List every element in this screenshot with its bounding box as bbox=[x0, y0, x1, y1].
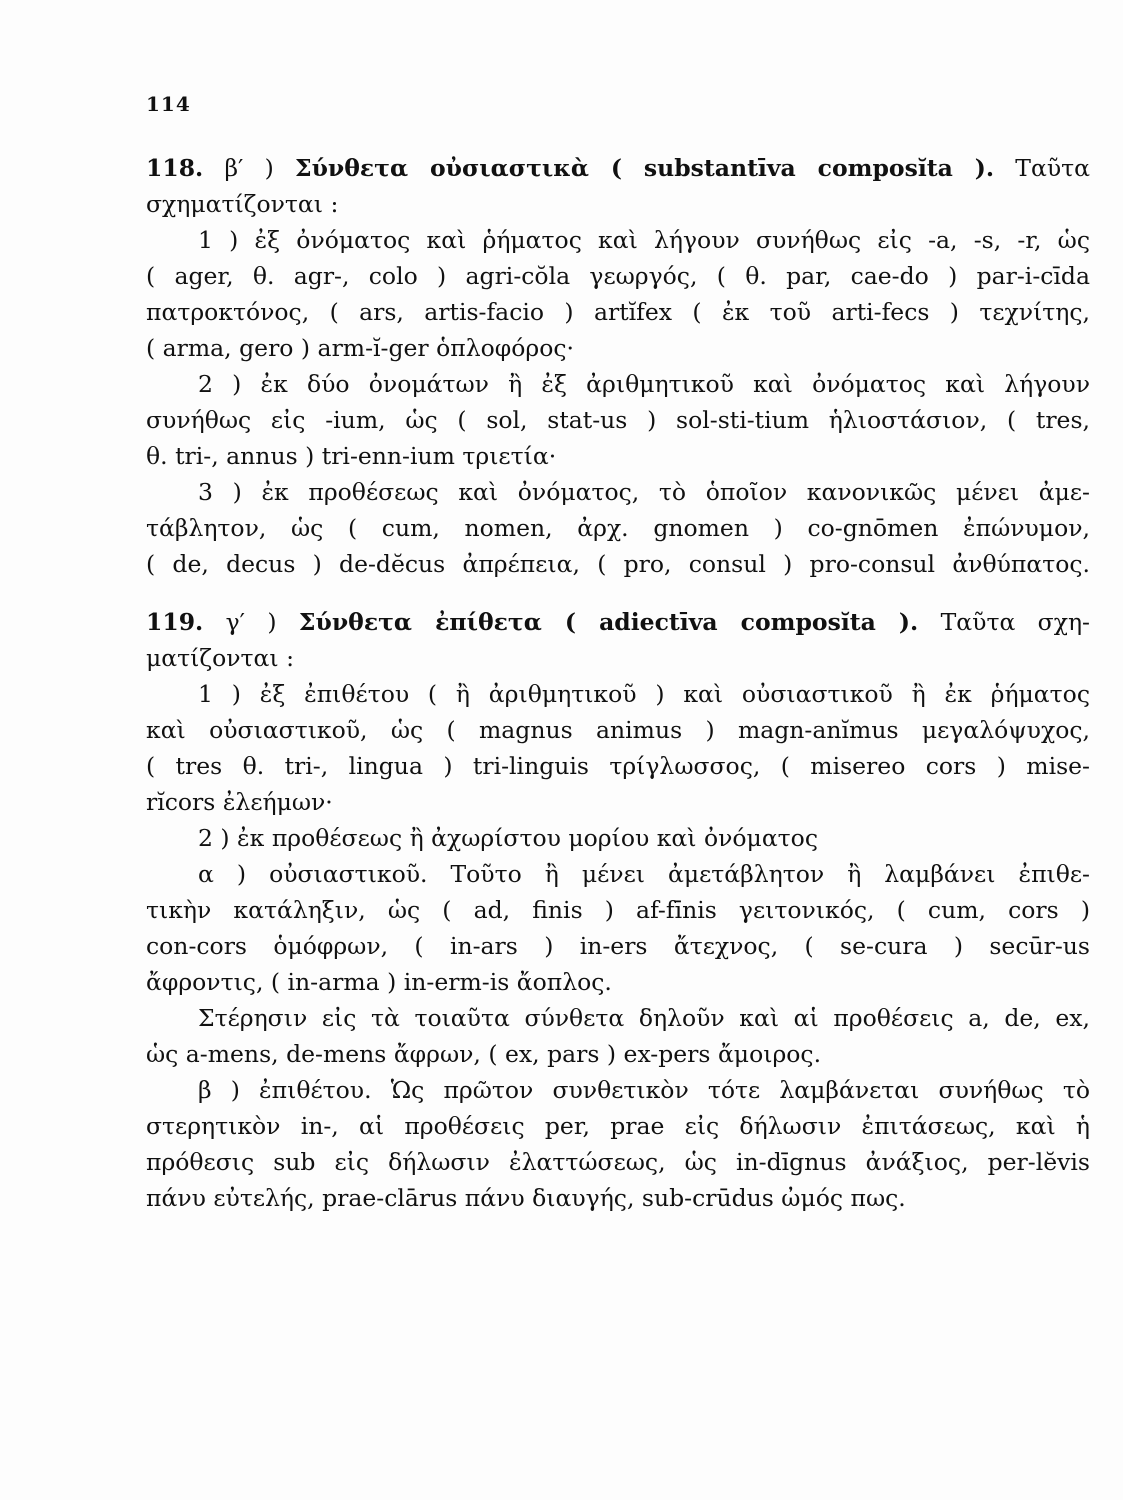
section-letter: γ′ ) bbox=[225, 608, 277, 636]
text-line: καὶ οὐσιαστικοῦ, ὡς ( magnus animus ) magn-anĭmus μεγαλόψυχος, bbox=[146, 716, 1090, 744]
text-line: ὡς a-mens, de-mens ἄφρων, ( ex, pars ) ex-pers ἄμοιρος. bbox=[146, 1040, 822, 1068]
text-line: Ταῦτα bbox=[1015, 154, 1090, 182]
section-119-heading-line bbox=[146, 604, 1090, 640]
text-line: στερητικὸν in-, αἱ προθέσεις per, prae εἰς δήλωσιν ἐπιτάσεως, καὶ ἡ bbox=[146, 1112, 1090, 1140]
text-line: con-cors ὁμόφρων, ( in-ars ) in-ers ἄτεχνος, ( se-cura ) secūr-us bbox=[146, 932, 1090, 960]
section-heading: Σύνθετα οὐσιαστικὰ ( substantīva composĭta ). bbox=[295, 154, 995, 182]
section-118-heading-line bbox=[146, 150, 1090, 186]
text-line: ἄφροντις, ( in-arma ) in-erm-is ἄοπλος. bbox=[146, 968, 612, 996]
text-line: συνήθως εἰς -ium, ὡς ( sol, stat-us ) sol-sti-tium ἡλιοστάσιον, ( tres, bbox=[146, 406, 1090, 434]
text-line: πάνυ εὐτελής, prae-clārus πάνυ διαυγής, sub-crūdus ὠμός πως. bbox=[146, 1184, 906, 1212]
text-line: 3 ) ἐκ προθέσεως καὶ ὀνόματος, τὸ ὁποῖον κανονικῶς μένει ἀμε- bbox=[198, 478, 1090, 506]
text-line: τικὴν κατάληξιν, ὡς ( ad, finis ) af-fīnis γειτονικός, ( cum, cors ) bbox=[146, 896, 1090, 924]
text-line: rĭcors ἐλεήμων· bbox=[146, 788, 333, 816]
page-number: 114 bbox=[146, 92, 191, 116]
text-line: Ταῦτα σχη- bbox=[940, 608, 1090, 636]
text-line: ( tres θ. tri-, lingua ) tri-linguis τρίγλωσσος, ( misereo cors ) mise- bbox=[146, 752, 1090, 780]
section-number: 118. bbox=[146, 154, 204, 182]
text-line: τάβλητον, ὡς ( cum, nomen, ἀρχ. gnomen ) co-gnōmen ἐπώνυμον, bbox=[146, 514, 1090, 542]
section-letter: β′ ) bbox=[224, 154, 274, 182]
text-line: 1 ) ἐξ ὀνόματος καὶ ῥήματος καὶ λήγουν συνήθως εἰς -a, -s, -r, ὡς bbox=[198, 226, 1090, 254]
page-text bbox=[146, 150, 1090, 1216]
text-line: Στέρησιν εἰς τὰ τοιαῦτα σύνθετα δηλοῦν καὶ αἱ προθέσεις a, de, ex, bbox=[198, 1004, 1090, 1032]
text-line: ( ager, θ. agr-, colo ) agri-cŏla γεωργός, ( θ. par, cae-do ) par-i-cīda bbox=[146, 262, 1090, 290]
text-line: α ) οὐσιαστικοῦ. Τοῦτο ἢ μένει ἀμετάβλητον ἢ λαμβάνει ἐπιθε- bbox=[198, 860, 1090, 888]
text-line: ( de, decus ) de-dĕcus ἀπρέπεια, ( pro, consul ) pro-consul ἀνθύπατος. bbox=[146, 550, 1090, 578]
text-line: 2 ) ἐκ δύο ὀνομάτων ἢ ἐξ ἀριθμητικοῦ καὶ ὀνόματος καὶ λήγουν bbox=[198, 370, 1090, 398]
text-line: ( arma, gero ) arm-ĭ-ger ὁπλοφόρος· bbox=[146, 334, 574, 362]
section-number: 119. bbox=[146, 608, 204, 636]
text-line: πρόθεσις sub εἰς δήλωσιν ἐλαττώσεως, ὡς in-dīgnus ἀνάξιος, per-lĕvis bbox=[146, 1148, 1090, 1176]
text-line: 2 ) ἐκ προθέσεως ἢ ἀχωρίστου μορίου καὶ ὀνόματος bbox=[198, 824, 818, 852]
text-line: πατροκτόνος, ( ars, artis-facio ) artĭfex ( ἐκ τοῦ arti-fecs ) τεχνίτης, bbox=[146, 298, 1090, 326]
section-heading: Σύνθετα ἐπίθετα ( adiectīva composĭta ). bbox=[298, 608, 919, 636]
text-line: 1 ) ἐξ ἐπιθέτου ( ἢ ἀριθμητικοῦ ) καὶ οὐσιαστικοῦ ἢ ἐκ ῥήματος bbox=[198, 680, 1090, 708]
text-line: σχηματίζονται : bbox=[146, 190, 339, 218]
text-line: θ. tri-, annus ) tri-enn-ium τριετία· bbox=[146, 442, 557, 470]
text-line: β ) ἐπιθέτου. Ὡς πρῶτον συνθετικὸν τότε λαμβάνεται συνήθως τὸ bbox=[198, 1076, 1090, 1104]
text-line: ματίζονται : bbox=[146, 644, 294, 672]
